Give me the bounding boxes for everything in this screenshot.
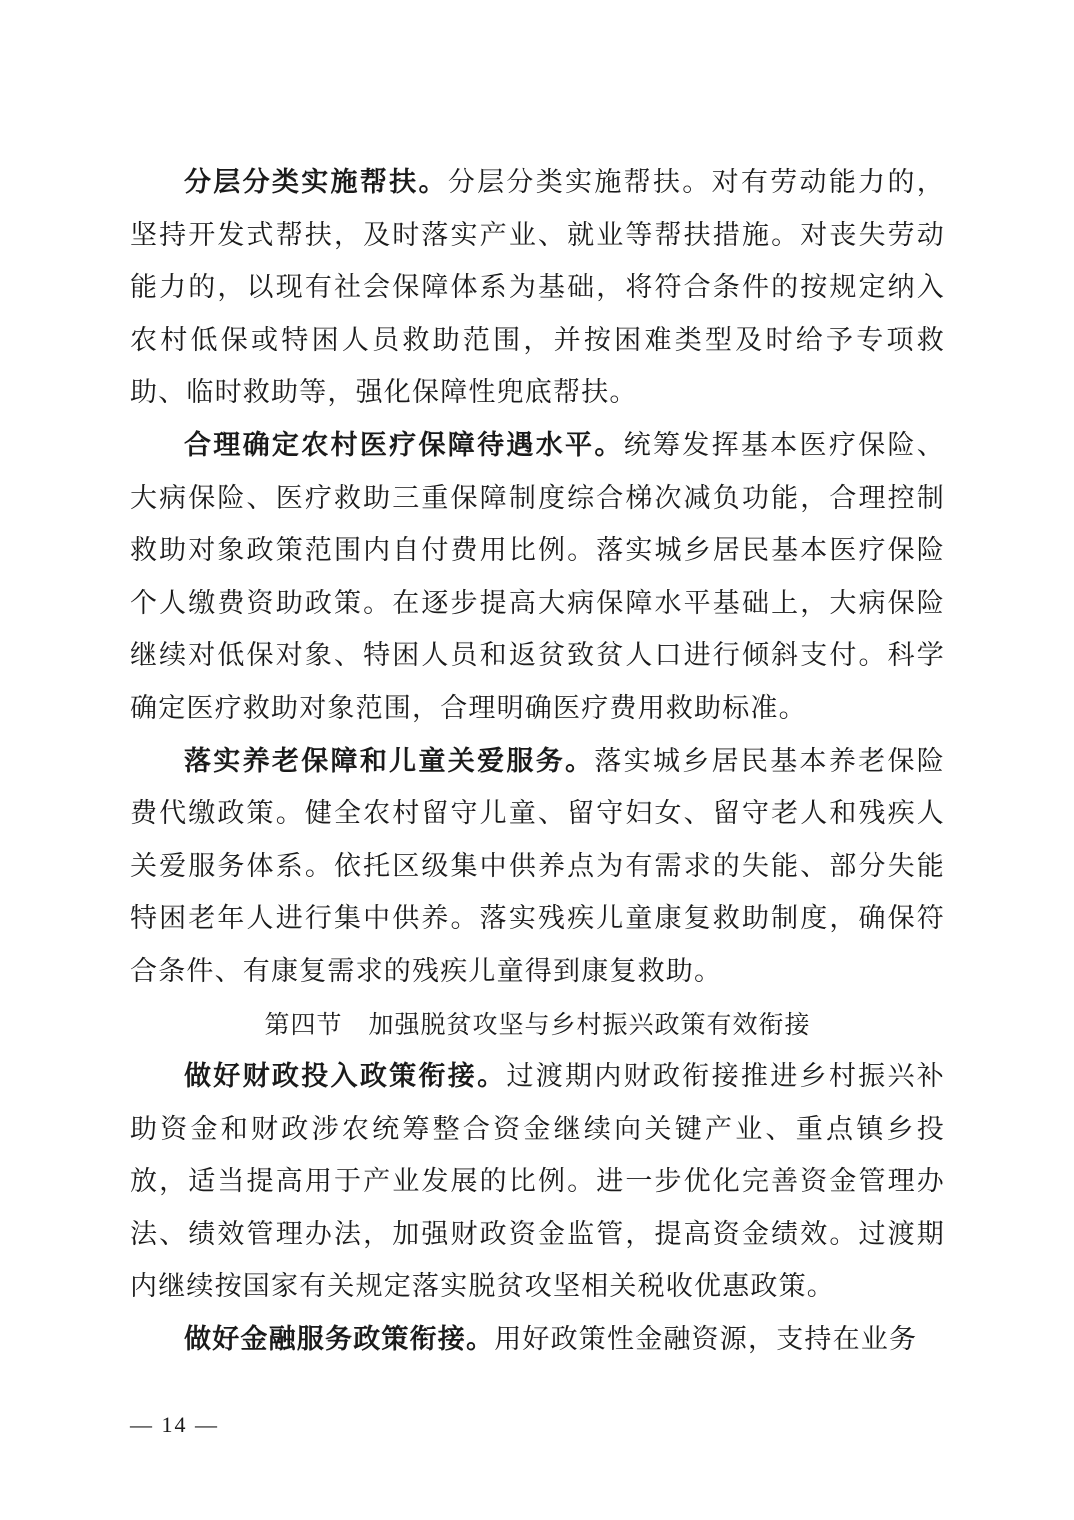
paragraph-elderly-children-care	[130, 736, 945, 999]
section-heading: 第四节 加强脱贫攻坚与乡村振兴政策有效衔接	[264, 1009, 811, 1039]
paragraph-body: 落实城乡居民基本养老保险费代缴政策。健全农村留守儿童、留守妇女、留守老人和残疾人关爱服务体系。依托区级集中供养点为有需求的失能、部分失能特困老年人进行集中供养。落实残疾儿童康复救助制度，确保符合条件、有康复需求的残疾儿童得到康复救助。	[130, 745, 945, 987]
paragraph-body: 统筹发挥基本医疗保险、大病保险、医疗救助三重保障制度综合梯次减负功能，合理控制救助对象政策范围内自付费用比例。落实城乡居民基本医疗保险个人缴费资助政策。在逐步提高大病保障水平基础上，大病保险继续对低保对象、特困人员和返贫致贫人口进行倾斜支付。科学确定医疗救助对象范围，合理明确医疗费用救助标准。	[130, 429, 946, 724]
paragraph-body: 用好政策性金融资源，支持在业务	[494, 1324, 918, 1356]
paragraph-body: 分层分类实施帮扶。对有劳动能力的，坚持开发式帮扶，及时落实产业、就业等帮扶措施。对丧失劳动能力的，以现有社会保障体系为基础，将符合条件的按规定纳入农村低保或特困人员救助范围，并按困难类型及时给予专项救助、临时救助等，强化保障性兜底帮扶。	[130, 167, 945, 409]
paragraph-body: 过渡期内财政衔接推进乡村振兴补助资金和财政涉农统筹整合资金继续向关键产业、重点镇乡投放，适当提高用于产业发展的比例。进一步优化完善资金管理办法、绩效管理办法，加强财政资金监管，提高资金绩效。过渡期内继续按国家有关规定落实脱贫攻坚相关税收优惠政策。	[130, 1061, 946, 1303]
paragraph-lead: 做好财政投入政策衔接。	[184, 1061, 507, 1093]
paragraph-lead: 合理确定农村医疗保障待遇水平。	[184, 429, 624, 461]
paragraph-lead: 落实养老保障和儿童关爱服务。	[184, 745, 595, 777]
document-page	[130, 157, 945, 1367]
paragraph-lead: 做好金融服务政策衔接。	[184, 1324, 495, 1356]
paragraph-fiscal-policy	[130, 1051, 945, 1314]
paragraph-medical-security	[130, 420, 945, 736]
paragraph-lead: 分层分类实施帮扶。	[184, 167, 448, 198]
paragraph-financial-services	[130, 1314, 945, 1367]
page-number: — 14 —	[130, 1412, 219, 1437]
paragraph-tiered-assistance	[130, 157, 945, 420]
